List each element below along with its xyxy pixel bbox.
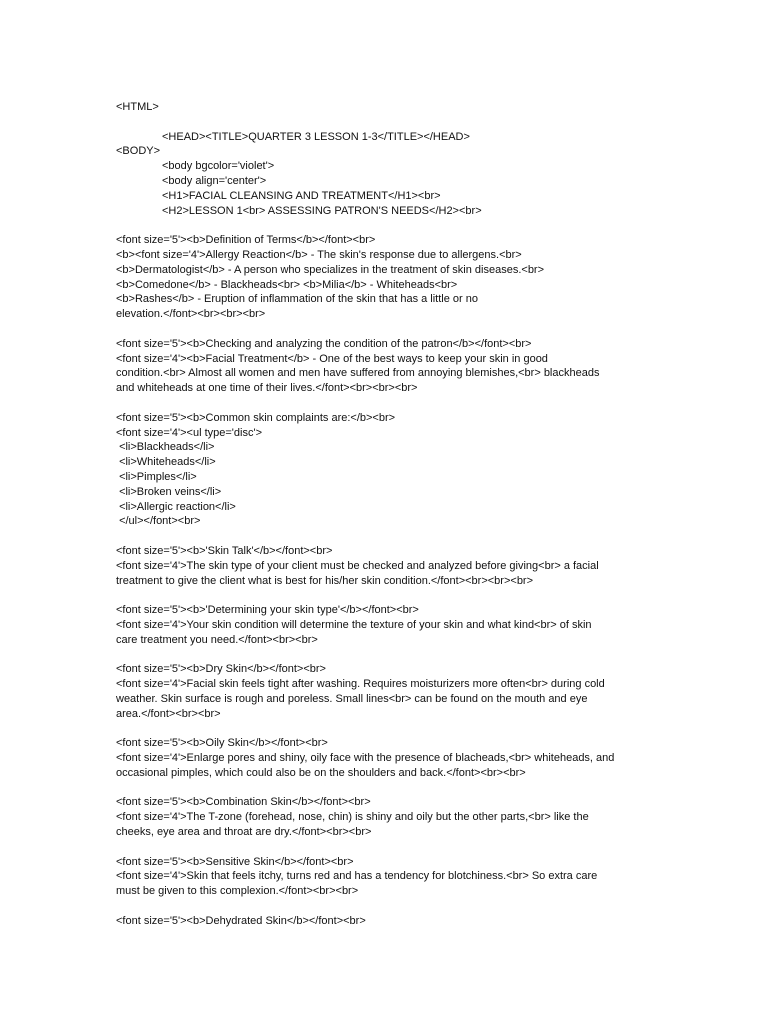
code-line: <font size='4'>Facial skin feels tight after washing. Requires moisturizers more often<br> during cold (116, 678, 605, 691)
code-line: </ul></font><br> (116, 515, 201, 528)
code-line: <b>Comedone</b> - Blackheads<br> <b>Milia</b> - Whiteheads<br> (116, 278, 458, 291)
code-line: <font size='5'><b>Oily Skin</b></font><br> (116, 737, 328, 750)
code-line: <b><font size='4'>Allergy Reaction</b> - The skin's response due to allergens.<br> (116, 248, 522, 261)
code-line: <H1>FACIAL CLEANSING AND TREATMENT</H1><br> (162, 189, 441, 202)
blank-line (116, 781, 656, 796)
blank-line (116, 115, 656, 130)
code-line: <li>Whiteheads</li> (116, 456, 216, 469)
code-line: condition.<br> Almost all women and men have suffered from annoying blemishes,<br> blackheads (116, 367, 600, 380)
code-line: area.</font><br><br> (116, 707, 221, 720)
code-line: <li>Allergic reaction</li> (116, 500, 236, 513)
blank-line (116, 647, 656, 662)
code-line: <font size='5'><b>Common skin complaints are:</b><br> (116, 411, 396, 424)
blank-line (116, 840, 656, 855)
code-line: <font size='5'><b>Combination Skin</b></font><br> (116, 796, 371, 809)
code-line: care treatment you need.</font><br><br> (116, 633, 318, 646)
code-line: <HEAD><TITLE>QUARTER 3 LESSON 1-3</TITLE></HEAD> (162, 130, 470, 143)
code-line: <HTML> (116, 101, 159, 113)
code-line: <b>Dermatologist</b> - A person who specializes in the treatment of skin diseases.<br> (116, 263, 545, 276)
code-line: <font size='4'>Skin that feels itchy, turns red and has a tendency for blotchiness.<br> So extra care (116, 870, 598, 883)
blank-line (116, 899, 656, 914)
code-line: <b>Rashes</b> - Eruption of inflammation of the skin that has a little or no (116, 293, 478, 306)
code-line: weather. Skin surface is rough and poreless. Small lines<br> can be found on the mouth and eye (116, 692, 588, 705)
code-line: <font size='4'>The T-zone (forehead, nose, chin) is shiny and oily but the other parts,<br> like the (116, 811, 589, 824)
code-line: <li>Pimples</li> (116, 470, 197, 483)
code-line: cheeks, eye area and throat are dry.</font><br><br> (116, 826, 372, 839)
code-line: elevation.</font><br><br><br> (116, 308, 266, 321)
blank-line (116, 529, 656, 544)
code-line: <font size='5'><b>Dry Skin</b></font><br> (116, 663, 326, 676)
code-line: <H2>LESSON 1<br> ASSESSING PATRON'S NEEDS</H2><br> (162, 204, 482, 217)
code-line: occasional pimples, which could also be on the shoulders and back.</font><br><br> (116, 766, 526, 779)
code-line: <body align='center'> (162, 174, 267, 187)
blank-line (116, 588, 656, 603)
blank-line (116, 396, 656, 411)
code-line: <font size='4'><b>Facial Treatment</b> - One of the best ways to keep your skin in good (116, 352, 548, 365)
code-line: <font size='5'><b>Definition of Terms</b></font><br> (116, 234, 376, 247)
html-source-text (116, 100, 656, 929)
code-line: <font size='4'>Enlarge pores and shiny, oily face with the presence of blacheads,<br> whiteheads, and (116, 752, 615, 765)
code-line: <font size='5'><b>Sensitive Skin</b></font><br> (116, 855, 354, 868)
code-line: <li>Blackheads</li> (116, 441, 215, 454)
code-line: <font size='5'><b>'Determining your skin type'</b></font><br> (116, 604, 419, 617)
blank-line (116, 218, 656, 233)
code-line: <body bgcolor='violet'> (162, 160, 275, 173)
code-line: <li>Broken veins</li> (116, 485, 222, 498)
code-line: <font size='5'><b>Checking and analyzing the condition of the patron</b></font><br> (116, 337, 532, 350)
code-line: treatment to give the client what is best for his/her skin condition.</font><br><br><br> (116, 574, 534, 587)
blank-line (116, 721, 656, 736)
code-line: <BODY> (116, 145, 161, 158)
code-line: <font size='4'>Your skin condition will determine the texture of your skin and what kind<br> of skin (116, 618, 592, 631)
blank-line (116, 322, 656, 337)
code-line: <font size='4'><ul type='disc'> (116, 426, 262, 439)
code-line: <font size='5'><b>Dehydrated Skin</b></font><br> (116, 914, 366, 927)
code-line: must be given to this complexion.</font><br><br> (116, 885, 359, 898)
code-line: and whiteheads at one time of their lives.</font><br><br><br> (116, 382, 418, 395)
code-line: <font size='4'>The skin type of your client must be checked and analyzed before giving<br> a facial (116, 559, 599, 572)
code-line: <font size='5'><b>'Skin Talk'</b></font><br> (116, 544, 333, 557)
